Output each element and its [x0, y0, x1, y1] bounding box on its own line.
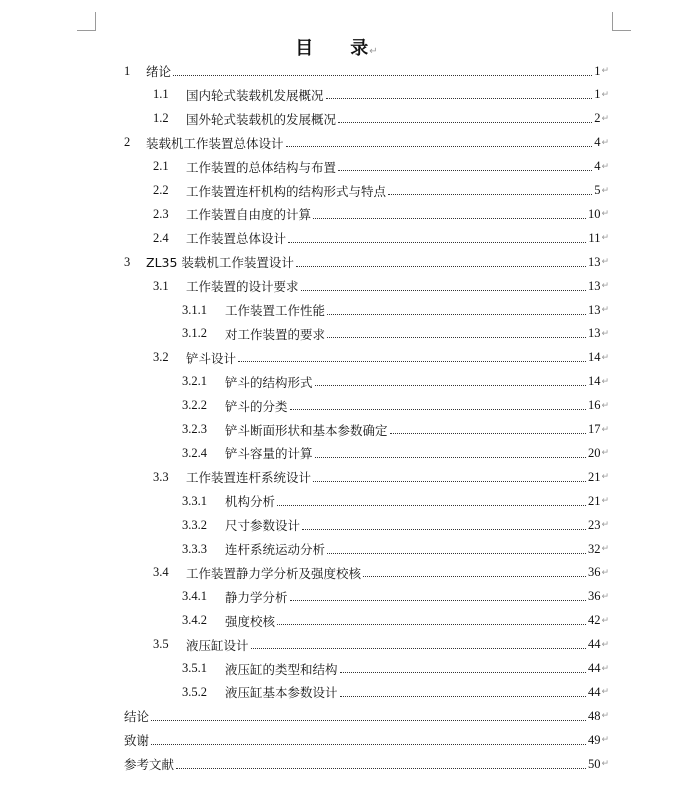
toc-dot-leader [363, 576, 586, 577]
paragraph-mark-icon: ↵ [601, 448, 609, 459]
toc-entry[interactable] [153, 561, 609, 585]
toc-entry[interactable] [182, 657, 609, 681]
toc-entry-title: 工作装置连杆系统设计 [186, 470, 312, 486]
toc-entry-number: 3.4.1 [182, 589, 207, 604]
toc-entry-title: 工作装置工作性能 [225, 303, 326, 318]
toc-dot-leader [313, 481, 586, 482]
toc-entry-page-number: 10 [587, 206, 601, 221]
toc-entry-number: 3.3.1 [182, 493, 207, 508]
paragraph-mark-icon: ↵ [601, 400, 609, 411]
paragraph-mark-icon: ↵ [601, 759, 609, 770]
toc-entry-page-number: 44 [587, 684, 601, 699]
toc-entry-page-number: 14 [587, 374, 601, 389]
paragraph-mark-icon: ↵ [369, 46, 379, 57]
toc-entry-title: 致谢 [124, 733, 150, 749]
paragraph-mark-icon: ↵ [601, 615, 609, 626]
toc-entry-title: 国外轮式装载机的发展概况 [186, 111, 337, 127]
toc-entry-page-number: 16 [587, 398, 601, 413]
toc-entry-title: 铲斗设计 [186, 350, 237, 366]
toc-dot-leader [315, 457, 586, 458]
toc-entry-page-number: 23 [587, 517, 601, 532]
toc-dot-leader [302, 529, 586, 530]
paragraph-mark-icon: ↵ [601, 591, 609, 602]
toc-dot-leader [390, 433, 586, 434]
toc-entry-number: 3.5.1 [182, 661, 207, 675]
toc-entry-title: 工作装置自由度的计算 [186, 207, 312, 223]
paragraph-mark-icon: ↵ [601, 496, 609, 507]
toc-entry-page-number: 1 [594, 63, 601, 78]
toc-entry-number: 2.4 [153, 230, 169, 245]
toc-entry-title: 连杆系统运动分析 [225, 542, 326, 557]
paragraph-mark-icon: ↵ [601, 520, 609, 531]
toc-entry-number: 2.3 [153, 206, 169, 221]
toc-title [0, 34, 674, 60]
toc-dot-leader [340, 672, 586, 673]
toc-entry-page-number: 32 [587, 541, 601, 556]
toc-entry-number: 1.2 [153, 111, 169, 126]
toc-entry-title: 液压缸设计 [186, 637, 249, 653]
toc-entry[interactable] [153, 202, 609, 226]
toc-entry-number: 3.1.1 [182, 302, 207, 317]
paragraph-mark-icon: ↵ [601, 544, 609, 554]
toc-dot-leader [327, 314, 586, 315]
paragraph-mark-icon: ↵ [601, 711, 609, 722]
toc-entry-title: 结论 [124, 709, 150, 725]
paragraph-mark-icon: ↵ [601, 137, 609, 148]
toc-entry-number: 2.2 [153, 183, 169, 197]
toc-entry-number: 3.4.2 [182, 613, 207, 628]
toc-entry-title: 尺寸参数设计 [225, 518, 301, 534]
toc-entry[interactable] [182, 680, 609, 704]
toc-entry-title: 静力学分析 [225, 589, 288, 605]
toc-dot-leader [238, 361, 586, 362]
toc-entry[interactable] [124, 131, 609, 155]
toc-entry-number: 2 [124, 135, 131, 150]
toc-entry[interactable] [153, 633, 609, 657]
toc-entry-title: 工作装置的总体结构与布置 [186, 159, 337, 175]
toc-dot-leader [277, 624, 586, 625]
toc-entry-title: 铲斗的结构形式 [225, 374, 313, 390]
paragraph-mark-icon: ↵ [601, 472, 609, 483]
toc-entry-page-number: 21 [587, 469, 601, 484]
toc-dot-leader [286, 146, 593, 147]
toc-entry-page-number: 42 [587, 613, 601, 628]
paragraph-mark-icon: ↵ [601, 185, 609, 196]
toc-entry-page-number: 14 [587, 350, 601, 365]
toc-entry[interactable] [182, 322, 609, 346]
toc-entry-page-number: 49 [587, 732, 601, 747]
paragraph-mark-icon: ↵ [601, 687, 609, 698]
paragraph-mark-icon: ↵ [601, 639, 609, 650]
toc-entry[interactable] [153, 346, 609, 370]
toc-entry-page-number: 1 [594, 87, 601, 102]
toc-entry[interactable] [153, 83, 609, 107]
toc-entry-page-number: 50 [587, 756, 601, 771]
paragraph-mark-icon: ↵ [601, 257, 609, 268]
toc-dot-leader [290, 409, 586, 410]
toc-entry-page-number: 11 [588, 230, 601, 245]
toc-entry[interactable] [182, 370, 609, 394]
toc-entry[interactable] [182, 394, 609, 418]
toc-dot-leader [327, 337, 586, 338]
toc-entry[interactable] [153, 155, 609, 179]
toc-entry-number: 3 [124, 254, 131, 269]
paragraph-mark-icon: ↵ [601, 209, 609, 220]
paragraph-mark-icon: ↵ [601, 89, 609, 100]
toc-dot-leader [388, 194, 592, 195]
page-corner-mark-top-left [77, 12, 96, 31]
toc-dot-leader [315, 385, 586, 386]
toc-entry-title: 参考文献 [124, 757, 175, 773]
toc-entry-title: 强度校核 [225, 613, 276, 629]
toc-entry-page-number: 13 [587, 278, 601, 293]
toc-dot-leader [173, 75, 592, 76]
toc-entry[interactable] [124, 250, 609, 274]
toc-entry-title: 机构分析 [225, 494, 276, 510]
toc-entry-number: 3.1.2 [182, 326, 207, 341]
toc-entry-number: 3.2.1 [182, 374, 207, 389]
paragraph-mark-icon: ↵ [601, 663, 609, 674]
toc-entry-page-number: 20 [587, 445, 601, 460]
toc-entry-title: 装载机工作装置总体设计 [146, 135, 284, 151]
toc-entry-number: 3.5 [153, 637, 169, 652]
paragraph-mark-icon: ↵ [601, 376, 609, 387]
toc-entry[interactable] [182, 418, 609, 442]
toc-entry[interactable] [182, 585, 609, 609]
toc-entry-number: 3.2 [153, 350, 169, 365]
paragraph-mark-icon: ↵ [601, 161, 609, 172]
toc-entry-number: 3.4 [153, 565, 169, 580]
toc-entry-number: 2.1 [153, 159, 169, 174]
toc-entry-title: 液压缸基本参数设计 [225, 685, 338, 701]
toc-title-char-1: 目 [295, 38, 315, 59]
toc-entry-number: 3.2.4 [182, 445, 207, 460]
toc-entry-number: 1.1 [153, 87, 169, 102]
toc-entry-number: 3.5.2 [182, 684, 207, 699]
toc-dot-leader [338, 122, 592, 123]
toc-entry-page-number: 2 [594, 111, 601, 126]
toc-title-char-2: 录 [350, 38, 370, 59]
toc-entry-title: 液压缸的类型和结构 [225, 661, 338, 677]
toc-entry[interactable] [182, 513, 609, 537]
toc-entry[interactable] [182, 489, 609, 513]
toc-entry-title: 工作装置的设计要求 [186, 279, 299, 295]
toc-dot-leader [151, 744, 586, 745]
toc-dot-leader [313, 218, 586, 219]
toc-entry-number: 3.3 [153, 469, 169, 484]
paragraph-mark-icon: ↵ [601, 113, 609, 124]
toc-dot-leader [327, 553, 586, 554]
toc-entry-page-number: 13 [587, 326, 601, 341]
toc-entry-page-number: 4 [594, 159, 601, 174]
toc-entry-title: 铲斗断面形状和基本参数确定 [225, 422, 388, 438]
toc-entry-page-number: 44 [587, 661, 601, 675]
toc-entry-number: 3.3.3 [182, 541, 207, 556]
toc-entry-number: 1 [124, 63, 131, 78]
toc-entry-page-number: 17 [587, 422, 601, 436]
toc-entry[interactable] [124, 59, 609, 83]
toc-entry-page-number: 21 [587, 493, 601, 508]
toc-entry-number: 3.1 [153, 278, 169, 293]
toc-entry[interactable] [153, 274, 609, 298]
toc-entry-title: 工作装置总体设计 [186, 231, 287, 247]
toc-entry-title: 工作装置静力学分析及强度校核 [186, 565, 362, 581]
toc-entry-number: 3.2.3 [182, 422, 207, 436]
toc-entry[interactable] [153, 179, 609, 203]
toc-entry-title: 铲斗的分类 [225, 398, 288, 414]
paragraph-mark-icon: ↵ [601, 424, 609, 435]
paragraph-mark-icon: ↵ [601, 233, 609, 244]
toc-dot-leader [326, 98, 593, 99]
toc-dot-leader [301, 290, 586, 291]
toc-entry-page-number: 48 [587, 708, 601, 723]
toc-entry-title: ZL35 装载机工作装置设计 [146, 255, 294, 271]
paragraph-mark-icon: ↵ [601, 735, 609, 746]
toc-entry-number: 3.2.2 [182, 398, 207, 413]
toc-dot-leader [151, 720, 586, 721]
paragraph-mark-icon: ↵ [601, 328, 609, 339]
toc-entry-page-number: 13 [587, 302, 601, 317]
toc-entry[interactable] [182, 537, 609, 561]
toc-entry-page-number: 44 [587, 637, 601, 652]
toc-entry-title: 国内轮式装载机发展概况 [186, 87, 324, 103]
toc-entry-page-number: 13 [587, 254, 601, 269]
toc-dot-leader [288, 242, 586, 243]
toc-entry[interactable] [182, 609, 609, 633]
toc-entry[interactable] [153, 465, 609, 489]
toc-entry[interactable] [182, 298, 609, 322]
paragraph-mark-icon: ↵ [601, 305, 609, 315]
toc-entry[interactable] [153, 226, 609, 250]
paragraph-mark-icon: ↵ [601, 281, 609, 292]
toc-entry-page-number: 4 [594, 135, 601, 150]
toc-entry[interactable] [124, 728, 609, 752]
toc-entry-title: 绪论 [146, 64, 172, 79]
toc-dot-leader [290, 600, 586, 601]
toc-entry[interactable] [124, 704, 609, 728]
paragraph-mark-icon: ↵ [601, 66, 609, 76]
paragraph-mark-icon: ↵ [601, 352, 609, 363]
toc-dot-leader [277, 505, 586, 506]
toc-entry-title: 工作装置连杆机构的结构形式与特点 [186, 183, 387, 199]
page-corner-mark-top-right [612, 12, 631, 31]
toc-entry-number: 3.3.2 [182, 517, 207, 532]
toc-entry[interactable] [182, 441, 609, 465]
toc-entry-page-number: 36 [587, 589, 601, 604]
paragraph-mark-icon: ↵ [601, 567, 609, 578]
toc-dot-leader [296, 266, 586, 267]
toc-entry-page-number: 5 [594, 183, 601, 197]
toc-dot-leader [251, 648, 586, 649]
toc-entry[interactable] [153, 107, 609, 131]
toc-entry-title: 对工作装置的要求 [225, 326, 326, 342]
toc-dot-leader [176, 768, 586, 769]
toc-dot-leader [338, 170, 592, 171]
toc-entry-title: 铲斗容量的计算 [225, 446, 313, 462]
toc-entry-page-number: 36 [587, 565, 601, 580]
toc-dot-leader [340, 696, 586, 697]
toc-entry[interactable] [124, 752, 609, 776]
